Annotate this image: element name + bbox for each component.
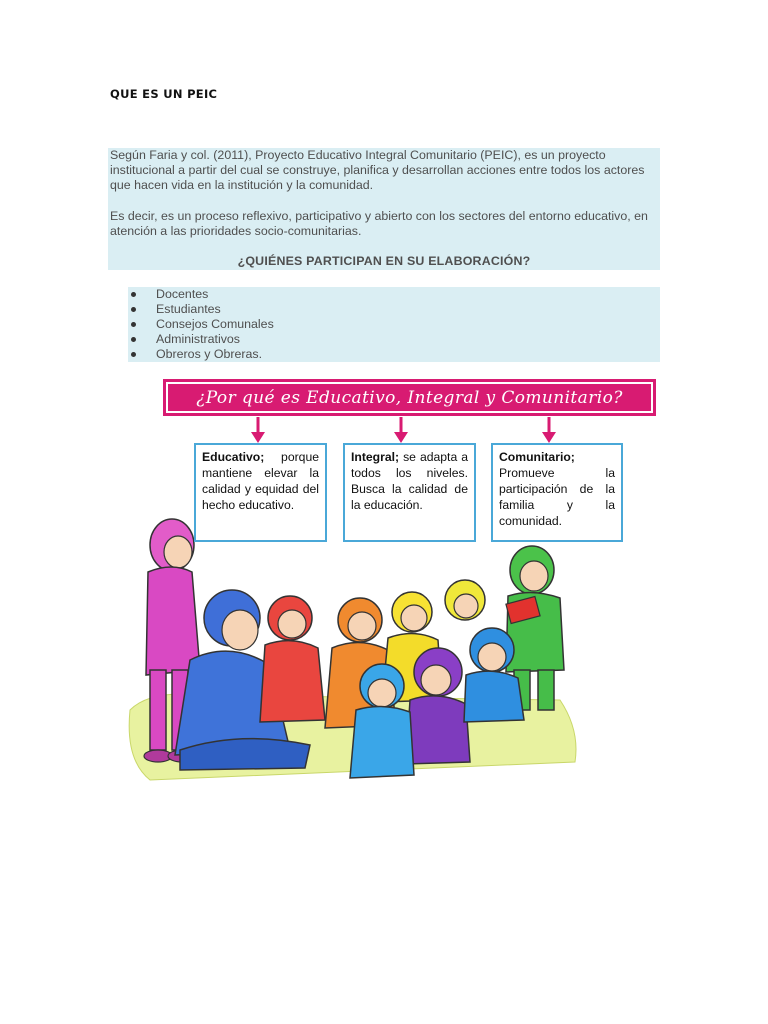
card-comunitario xyxy=(491,443,623,542)
bullet-icon xyxy=(131,337,136,342)
card-title: Integral; xyxy=(351,450,400,464)
card-text: Promueve la participación de la familia y la comunidad. xyxy=(499,466,615,528)
participants-question: ¿QUIÉNES PARTICIPAN EN SU ELABORACIÓN? xyxy=(237,254,531,268)
card-text: se adapta a todos los niveles. Busca la calidad de la educación. xyxy=(351,450,468,512)
intro-paragraph-1: Según Faria y col. (2011), Proyecto Educativo Integral Comunitario (PEIC), es un proyecto institucional a partir del cual se construye, planifica y desarrollan acciones entre todos los actores que hacen vida en la institución y la comunidad. xyxy=(110,148,645,192)
list-item: Consejos Comunales xyxy=(128,317,660,332)
seated-child-purple-figure xyxy=(406,648,470,764)
intro-panel xyxy=(108,148,660,270)
list-item: Obreros y Obreras. xyxy=(128,347,660,362)
list-item: Docentes xyxy=(128,287,660,302)
bullet-icon xyxy=(131,292,136,297)
list-item: Administrativos xyxy=(128,332,660,347)
card-integral xyxy=(343,443,476,542)
figure-banner xyxy=(163,379,656,416)
list-item: Estudiantes xyxy=(128,302,660,317)
arrow-down-icon xyxy=(251,417,265,443)
bullet-icon xyxy=(131,322,136,327)
card-title: Comunitario; xyxy=(499,450,575,464)
intro-paragraph-2: Es decir, es un proceso reflexivo, participativo y abierto con los sectores del entorno educativo, en atención a las prioridades socio-comunitarias. xyxy=(110,209,648,238)
card-educativo xyxy=(194,443,327,542)
participants-list xyxy=(128,287,660,362)
card-title: Educativo; xyxy=(202,450,265,464)
participants-panel xyxy=(128,287,660,362)
children-illustration xyxy=(120,500,580,790)
figure-banner-title: ¿Por qué es Educativo, Integral y Comunitario? xyxy=(168,384,651,411)
arrow-down-icon xyxy=(394,417,408,443)
page-title: QUE ES UN PEIC xyxy=(110,87,218,101)
bullet-icon xyxy=(131,307,136,312)
card-text: porque mantiene elevar la calidad y equidad del hecho educativo. xyxy=(202,450,319,512)
arrow-down-icon xyxy=(542,417,556,443)
bullet-icon xyxy=(131,352,136,357)
seated-child-red-figure xyxy=(260,596,325,722)
